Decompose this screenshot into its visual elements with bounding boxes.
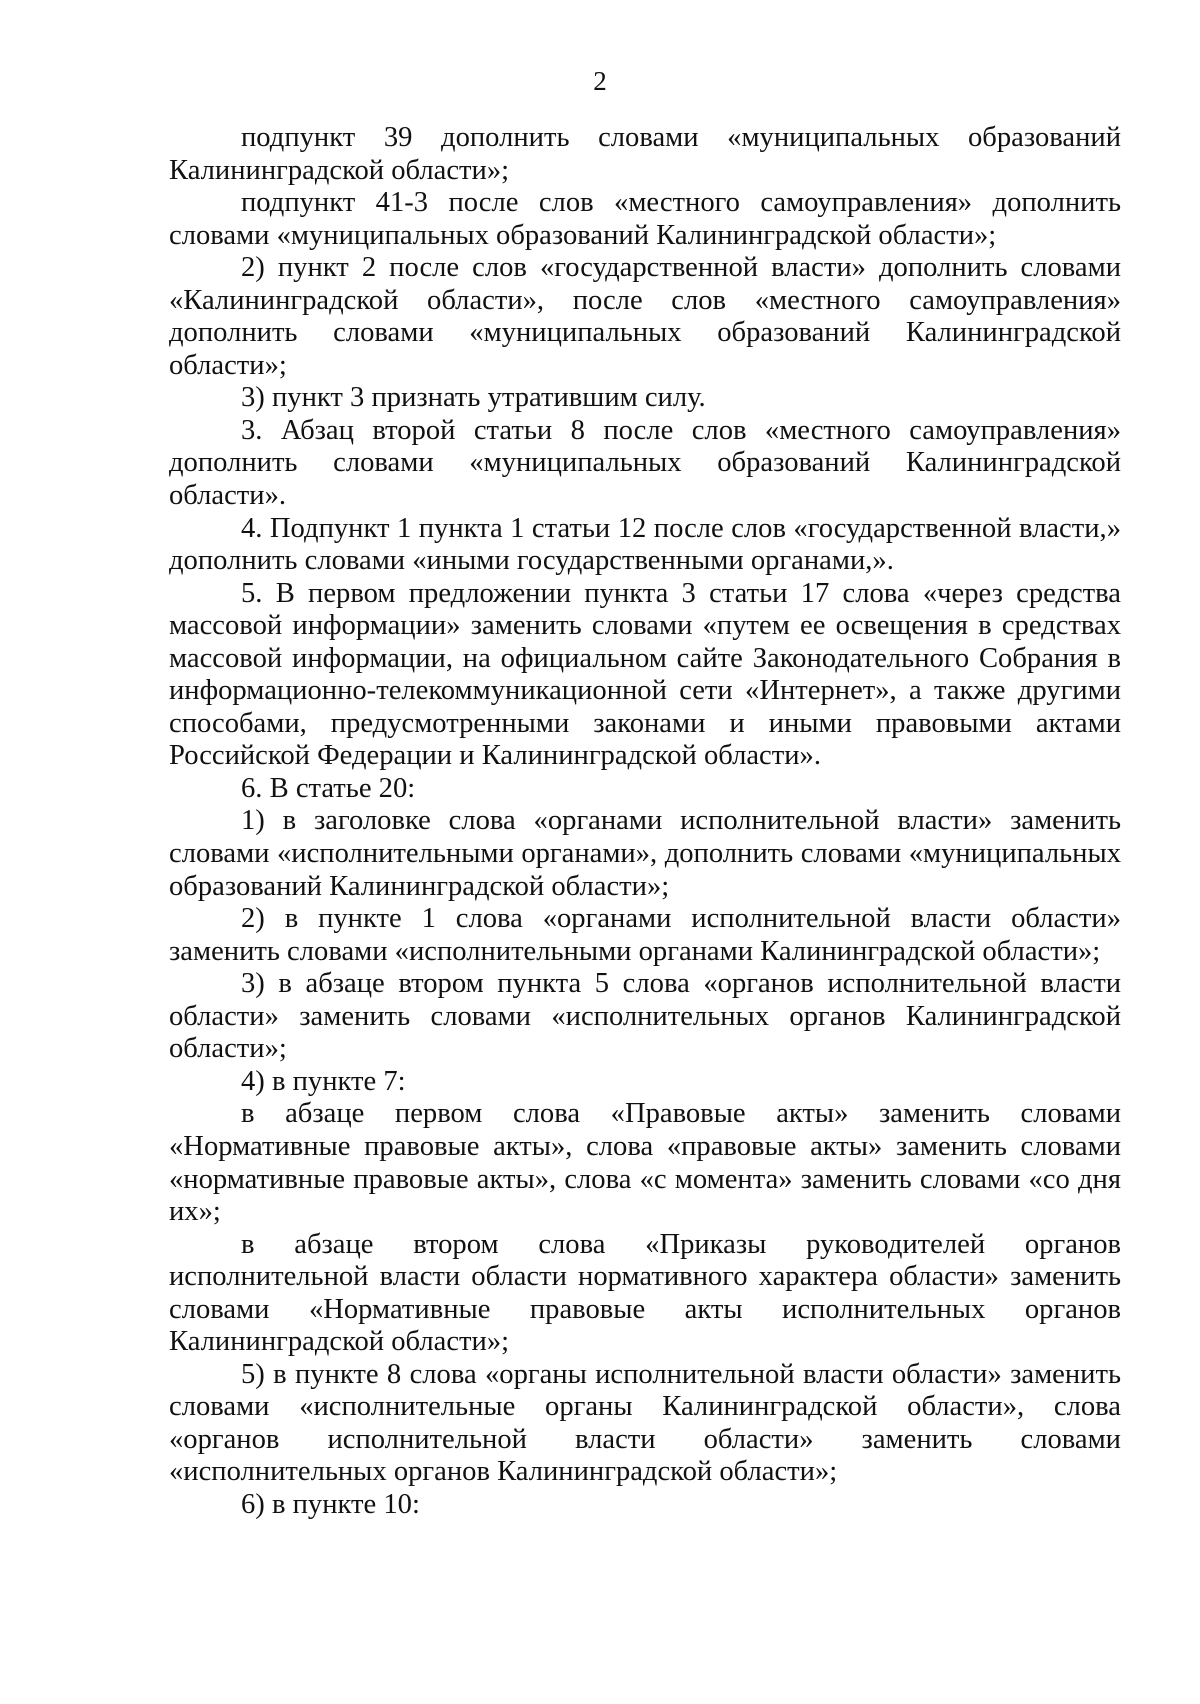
document-body: [169, 122, 1121, 1522]
paragraph-article-8: 3. Абзац второй статьи 8 после слов «местного самоуправления» дополнить словами «муниципальных образований Калининградской области».: [169, 414, 1121, 512]
paragraph-subitem-39: подпункт 39 дополнить словами «муниципальных образований Калининградской области»;: [169, 122, 1121, 186]
paragraph-item-3: 3) пункт 3 признать утратившим силу.: [241, 382, 706, 414]
paragraph-article-20-item-2: 2) в пункте 1 слова «органами исполнительной власти области» заменить словами «исполнительными органами Калининградской области»;: [169, 903, 1121, 967]
paragraph-article-20-heading: 6. В статье 20:: [241, 772, 416, 804]
paragraph-article-17: 5. В первом предложении пункта 3 статьи 17 слова «через средства массовой информации» заменить словами «путем ее освещения в средствах массовой информации, на официальном сайте Законодательного Собрания в информационно-телекоммуникационной сети «Интернет», а также другими способами, предусмотренными законами и иными правовыми актами Российской Федерации и Калининградской области».: [169, 577, 1121, 772]
paragraph-article-20-item-3: 3) в абзаце втором пункта 5 слова «органов исполнительной власти области» заменить словами «исполнительных органов Калининградской области»;: [169, 968, 1121, 1065]
paragraph-article-20-item-6: 6) в пункте 10:: [241, 1488, 420, 1520]
paragraph-article-20-item-5: 5) в пункте 8 слова «органы исполнительной власти области» заменить словами «исполнительные органы Калининградской области», слова «органов исполнительной власти области» заменить словами «исполнительных органов Калининградской области»;: [169, 1358, 1121, 1488]
paragraph-subitem-41-3: подпункт 41-3 после слов «местного самоуправления» дополнить словами «муниципальных образований Калининградской области»;: [169, 187, 1121, 251]
paragraph-item-4-second-abzac: в абзаце втором слова «Приказы руководителей органов исполнительной власти области нормативного характера области» заменить словами «Нормативные правовые акты исполнительных органов Калининградской области»;: [169, 1228, 1121, 1358]
page-number: 2: [593, 66, 607, 96]
paragraph-article-12: 4. Подпункт 1 пункта 1 статьи 12 после слов «государственной власти,» дополнить словами «иными государственными органами,».: [169, 512, 1121, 577]
paragraph-item-4-first-abzac: в абзаце первом слова «Правовые акты» заменить словами «Нормативные правовые акты», слова «правовые акты» заменить словами «нормативные правовые акты», слова «с момента» заменить словами «со дня их»;: [169, 1098, 1121, 1228]
paragraph-item-2: 2) пункт 2 после слов «государственной власти» дополнить словами «Калининградской области», после слов «местного самоуправления» дополнить словами «муниципальных образований Калининградской области»;: [169, 252, 1121, 381]
paragraph-article-20-item-4: 4) в пункте 7:: [241, 1065, 406, 1097]
paragraph-article-20-item-1: 1) в заголовке слова «органами исполнительной власти» заменить словами «исполнительными органами», дополнить словами «муниципальных образований Калининградской области»;: [169, 805, 1121, 902]
